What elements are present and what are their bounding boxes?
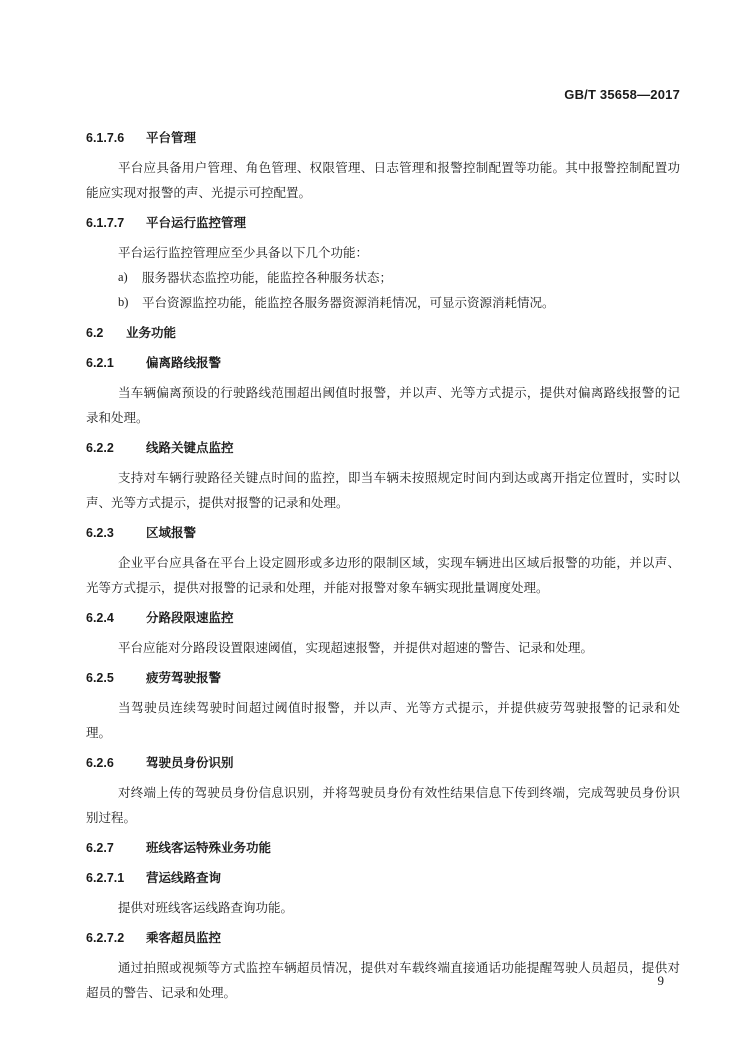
section-title: 分路段限速监控: [146, 610, 234, 625]
section-number: 6.2.7: [86, 841, 114, 855]
heading-6-2-3: [86, 523, 680, 543]
standard-code: GB/T 35658—2017: [564, 87, 680, 102]
section-number: 6.2.7.1: [86, 871, 125, 885]
heading-6-2-4: [86, 608, 680, 628]
paragraph: 平台运行监控管理应至少具备以下几个功能：: [118, 245, 369, 260]
section-number: 6.2.3: [86, 526, 114, 540]
list-marker: a): [118, 270, 128, 284]
heading-6-2-6: [86, 753, 680, 773]
paragraph: 平台应具备用户管理、角色管理、权限管理、日志管理和报警控制配置等功能。其中报警控制配置功能应实现对报警的声、光提示可控配置。: [86, 160, 680, 200]
heading-6-2-7-2: [86, 928, 680, 948]
heading-6-1-7-7: [86, 213, 680, 233]
heading-6-2-7-1: [86, 868, 680, 888]
section-title: 偏离路线报警: [146, 355, 222, 370]
heading-6-2-1: [86, 353, 680, 373]
section-title: 营运线路查询: [146, 870, 222, 885]
paragraph: 支持对车辆行驶路径关键点时间的监控，即当车辆未按照规定时间内到达或离开指定位置时，实时以声、光等方式提示，提供对报警的记录和处理。: [86, 470, 680, 510]
heading-6-2-2: [86, 438, 680, 458]
page-number: 9: [657, 973, 664, 988]
heading-6-1-7-6: [86, 128, 680, 148]
section-title: 业务功能: [126, 325, 177, 340]
paragraph: 对终端上传的驾驶员身份信息识别，并将驾驶员身份有效性结果信息下传到终端，完成驾驶员身份识别过程。: [86, 785, 680, 825]
paragraph: 通过拍照或视频等方式监控车辆超员情况，提供对车载终端直接通话功能提醒驾驶人员超员，提供对超员的警告、记录和处理。: [86, 960, 680, 1000]
section-title: 区域报警: [146, 525, 197, 540]
heading-6-2-7: [86, 838, 680, 858]
list-text: 平台资源监控功能，能监控各服务器资源消耗情况，可显示资源消耗情况。: [142, 295, 555, 310]
heading-6-2-5: [86, 668, 680, 688]
section-number: 6.1.7.7: [86, 216, 125, 230]
section-number: 6.2.2: [86, 441, 114, 455]
section-title: 线路关键点监控: [146, 440, 234, 455]
section-title: 平台管理: [146, 130, 197, 145]
list-marker: b): [118, 295, 129, 309]
section-number: 6.2.6: [86, 756, 114, 770]
list-item: [86, 290, 680, 315]
section-title: 乘客超员监控: [146, 930, 222, 945]
heading-6-2: [86, 323, 680, 343]
paragraph: 提供对班线客运线路查询功能。: [118, 900, 294, 915]
section-number: 6.2.7.2: [86, 931, 125, 945]
paragraph: 平台应能对分路段设置限速阈值，实现超速报警，并提供对超速的警告、记录和处理。: [118, 640, 594, 655]
section-number: 6.2.4: [86, 611, 114, 625]
section-number: 6.2: [86, 326, 104, 340]
paragraph: 当驾驶员连续驾驶时间超过阈值时报警，并以声、光等方式提示，并提供疲劳驾驶报警的记录和处理。: [86, 700, 680, 740]
section-title: 平台运行监控管理: [146, 215, 247, 230]
section-title: 班线客运特殊业务功能: [146, 840, 272, 855]
section-title: 驾驶员身份识别: [146, 755, 234, 770]
list-item: [86, 265, 680, 290]
list-text: 服务器状态监控功能，能监控各种服务状态；: [142, 270, 393, 285]
section-number: 6.2.5: [86, 671, 114, 685]
section-title: 疲劳驾驶报警: [146, 670, 222, 685]
section-number: 6.2.1: [86, 356, 114, 370]
document-body: [86, 128, 680, 1005]
paragraph: 企业平台应具备在平台上设定圆形或多边形的限制区域，实现车辆进出区域后报警的功能，并以声、光等方式提示，提供对报警的记录和处理，并能对报警对象车辆实现批量调度处理。: [86, 555, 680, 595]
section-number: 6.1.7.6: [86, 131, 125, 145]
paragraph: 当车辆偏离预设的行驶路线范围超出阈值时报警，并以声、光等方式提示，提供对偏离路线报警的记录和处理。: [86, 385, 680, 425]
